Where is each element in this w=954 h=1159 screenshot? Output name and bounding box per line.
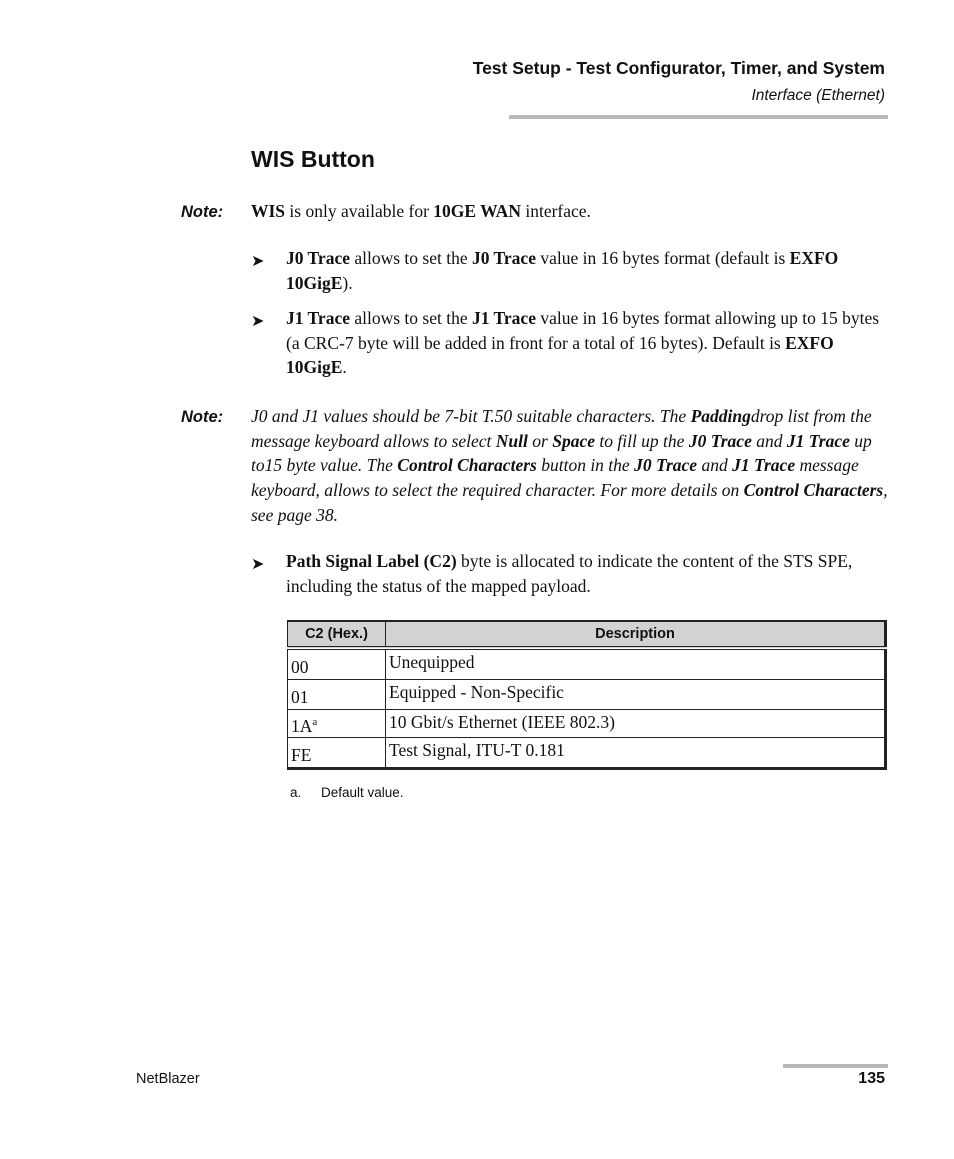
running-header-title: Test Setup - Test Configurator, Timer, and System — [472, 58, 885, 78]
bullet-arrow-icon: ➤ — [251, 556, 265, 573]
table-cell-code: 00 — [288, 648, 386, 679]
column-header-c2-hex: C2 (Hex.) — [288, 621, 386, 648]
table-cell-code: 01 — [288, 679, 386, 709]
column-header-description: Description — [386, 621, 886, 648]
footnote-marker: a. — [290, 785, 302, 800]
section-title: WIS Button — [251, 146, 375, 172]
running-header-subtitle: Interface (Ethernet) — [751, 87, 885, 104]
note-trace-characters: J0 and J1 values should be 7-bit T.50 suitable characters. The Paddingdrop list from the message keyboard allows to select Null or Space to fill up the J0 Trace and J1 Trace up to15 byte value. The Control Characters button in the J0 Trace and J1 Trace message keyboard, allows to select the required character. For more details on Control Characters, see page 38. — [251, 406, 888, 525]
note-label: Note: — [181, 408, 224, 426]
note-wis-availability: WIS is only available for 10GE WAN interface. — [251, 201, 591, 221]
table-cell-description: Test Signal, ITU-T 0.181 — [386, 738, 886, 769]
table-row — [288, 648, 886, 679]
footnote-reference: a — [312, 715, 318, 728]
table-cell-code: FE — [288, 738, 386, 769]
header-rule — [509, 115, 888, 119]
table-cell-code: $1A^a$ — [288, 709, 386, 738]
note-label: Note: — [181, 203, 224, 221]
bullet-arrow-icon: ➤ — [251, 313, 265, 330]
footer-rule — [783, 1064, 888, 1068]
bullet-j1-trace: J1 Trace allows to set the J1 Trace value in 16 bytes format allowing up to 15 bytes (a CRC-7 byte will be added in front for a total of 16 bytes). Default is EXFO 10GigE. — [286, 308, 880, 378]
bullet-arrow-icon: ➤ — [251, 253, 265, 270]
bullet-j0-trace: J0 Trace allows to set the J0 Trace value in 16 bytes format (default is EXFO 10GigE). — [286, 248, 839, 293]
table-cell-description: 10 Gbit/s Ethernet (IEEE 802.3) — [386, 709, 886, 738]
table-header-row — [288, 621, 886, 648]
page-number: 135 — [858, 1070, 885, 1087]
bullet-path-signal-label: Path Signal Label (C2) byte is allocated to indicate the content of the STS SPE, including the status of the mapped payload. — [286, 551, 853, 596]
table-cell-description: Unequipped — [386, 648, 886, 679]
footnote-text: Default value. — [321, 785, 404, 800]
c2-values-table — [287, 620, 887, 770]
footer-product-name: NetBlazer — [136, 1071, 200, 1087]
table-row — [288, 679, 886, 709]
table-row — [288, 738, 886, 769]
table-cell-description: Equipped - Non-Specific — [386, 679, 886, 709]
table-row — [288, 709, 886, 738]
